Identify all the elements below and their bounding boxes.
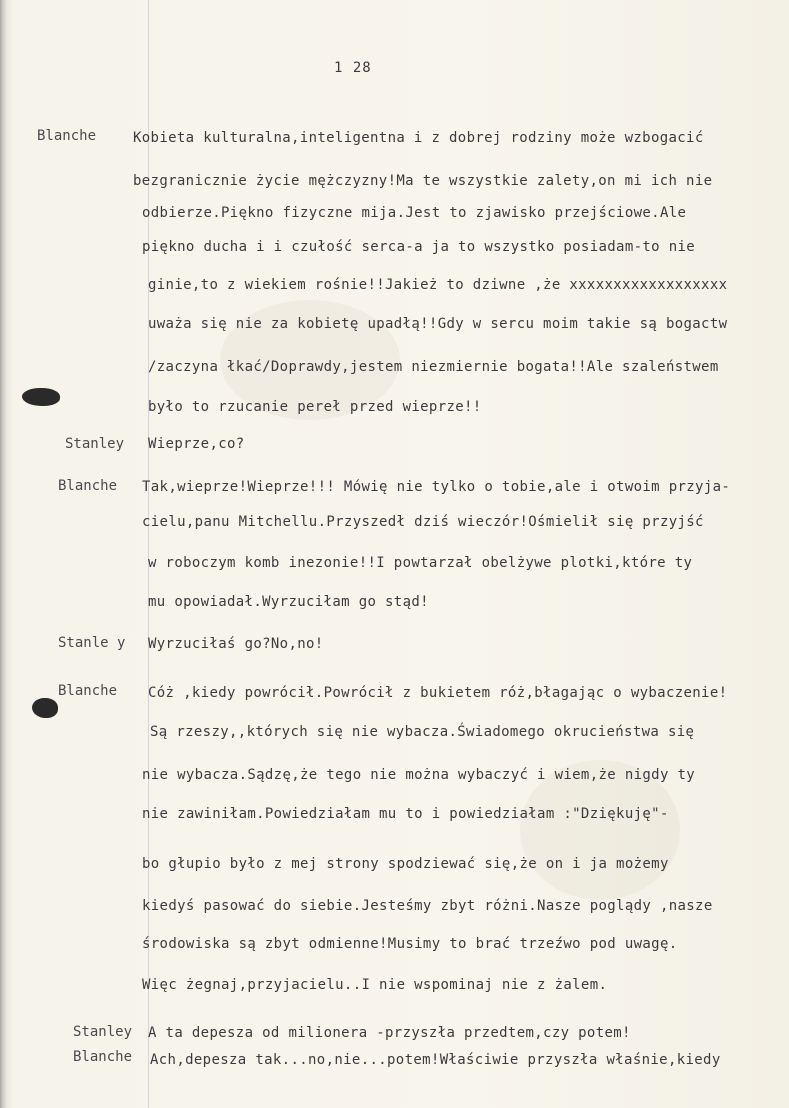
speaker-name: Stanle y xyxy=(58,635,126,651)
dialogue-line: bezgranicznie życie mężczyzny!Ma te wszystkie zalety,on mi ich nie xyxy=(133,173,713,189)
dialogue-line: Są rzeszy,,których się nie wybacza.Świadomego okrucieństwa się xyxy=(150,724,695,740)
speaker-name: Stanley xyxy=(73,1024,133,1040)
dialogue-line: Więc żegnaj,przyjacielu..I nie wspominaj nie z żalem. xyxy=(142,977,608,993)
dialogue-line: mu opowiadał.Wyrzuciłam go stąd! xyxy=(148,594,429,610)
dialogue-line: w roboczym komb inezonie!!I powtarzał obelżywe plotki,które ty xyxy=(148,555,693,571)
punch-hole-mark xyxy=(32,698,58,718)
dialogue-line: było to rzucanie pereł przed wieprze!! xyxy=(148,399,482,415)
speaker-name: Blanche xyxy=(37,128,97,144)
dialogue-line: Tak,wieprze!Wieprze!!! Mówię nie tylko o tobie,ale i otwoim przyja- xyxy=(142,479,731,495)
dialogue-line: środowiska są zbyt odmienne!Musimy to brać trzeźwo pod uwagę. xyxy=(142,936,678,952)
dialogue-line: A ta depesza od milionera -przyszła przedtem,czy potem! xyxy=(148,1025,631,1041)
dialogue-line: Wieprze,co? xyxy=(148,436,245,452)
dialogue-line: cielu,panu Mitchellu.Przyszedł dziś wieczór!Ośmielił się przyjść xyxy=(142,514,704,530)
dialogue-line: /zaczyna łkać/Doprawdy,jestem niezmiernie bogata!!Ale szaleństwem xyxy=(148,359,719,375)
speaker-name: Blanche xyxy=(73,1049,133,1065)
dialogue-line: nie wybacza.Sądzę,że tego nie można wybaczyć i wiem,że nigdy ty xyxy=(142,767,696,783)
punch-hole-mark xyxy=(22,388,60,406)
dialogue-line: ginie,to z wiekiem rośnie!!Jakież to dziwne ,że xxxxxxxxxxxxxxxxxx xyxy=(148,277,728,293)
speaker-name: Blanche xyxy=(58,683,118,699)
dialogue-line: bo głupio było z mej strony spodziewać się,że on i ja możemy xyxy=(142,856,669,872)
dialogue-line: Ach,depesza tak...no,nie...potem!Właściwie przyszła właśnie,kiedy xyxy=(150,1052,721,1068)
dialogue-line: Kobieta kulturalna,inteligentna i z dobrej rodziny może wzbogacić xyxy=(133,130,704,146)
dialogue-line: Cóż ,kiedy powrócił.Powrócił z bukietem róż,błagając o wybaczenie! xyxy=(148,685,728,701)
dialogue-line: uważa się nie za kobietę upadłą!!Gdy w sercu moim takie są bogactw xyxy=(148,316,728,332)
dialogue-line: kiedyś pasować do siebie.Jesteśmy zbyt różni.Nasze poglądy ,nasze xyxy=(142,898,713,914)
speaker-name: Blanche xyxy=(58,478,118,494)
dialogue-line: piękno ducha i i czułość serca-a ja to wszystko posiadam-to nie xyxy=(142,239,696,255)
speaker-name: Stanley xyxy=(65,436,125,452)
dialogue-line: odbierze.Piękno fizyczne mija.Jest to zjawisko przejściowe.Ale xyxy=(142,205,687,221)
dialogue-line: Wyrzuciłaś go?No,no! xyxy=(148,636,324,652)
page-number: 1 28 xyxy=(334,60,372,76)
dialogue-line: nie zawiniłam.Powiedziałam mu to i powiedziałam :"Dziękuję"- xyxy=(142,806,669,822)
